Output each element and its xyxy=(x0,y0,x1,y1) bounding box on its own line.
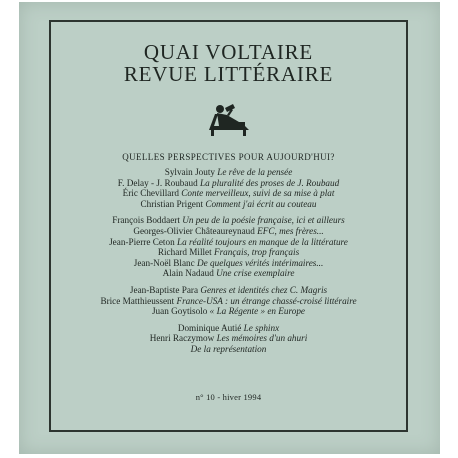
issue-number: n° 10 - hiver 1994 xyxy=(195,392,262,402)
toc-entry: Brice Matthieussent France-USA : un étrange chassé-croisé littéraire xyxy=(100,295,357,306)
toc-entry: Juan Goytisolo « La Régente » en Europe xyxy=(151,306,306,317)
cover-frame xyxy=(49,20,408,432)
table-of-contents xyxy=(51,167,406,355)
toc-entry: Jean-Noël Blanc De quelques vérités intérimaires... xyxy=(133,257,324,268)
toc-entry: Sylvain Jouty Le rêve de la pensée xyxy=(164,167,293,177)
toc-entry: De la représentation xyxy=(190,343,267,354)
toc-entry: Alain Nadaud Une crise exemplaire xyxy=(162,268,295,279)
journal-title-line2: REVUE LITTÉRAIRE xyxy=(123,62,334,86)
toc-entry: Jean-Baptiste Para Genres et identités chez C. Magris xyxy=(129,284,328,295)
toc-entry: F. Delay - J. Roubaud La pluralité des proses de J. Roubaud xyxy=(117,177,340,188)
toc-entry: Henri Raczymow Les mémoires d'un ahuri xyxy=(149,333,308,344)
journal-cover xyxy=(19,2,440,454)
toc-entry: Jean-Pierre Ceton La réalité toujours en manque de la littérature xyxy=(109,236,348,247)
cover-question: QUELLES PERSPECTIVES POUR AUJOURD'HUI? xyxy=(122,152,335,162)
toc-entry: Richard Millet Français, trop français xyxy=(157,247,300,258)
journal-title-line1: QUAI VOLTAIRE xyxy=(143,40,314,64)
toc-entry: Dominique Autié Le sphinx xyxy=(177,322,280,333)
reading-figure-on-chaise-icon xyxy=(205,100,253,138)
toc-entry: François Boddaert Un peu de la poésie française, ici et ailleurs xyxy=(112,215,345,226)
toc-entry: Georges-Olivier Châteaureynaud EFC, mes frères... xyxy=(133,225,324,236)
toc-entry: Éric Chevillard Conte merveilleux, suivi de sa mise à plat xyxy=(122,188,335,199)
toc-entry: Christian Prigent Comment j'ai écrit au couteau xyxy=(140,198,317,209)
